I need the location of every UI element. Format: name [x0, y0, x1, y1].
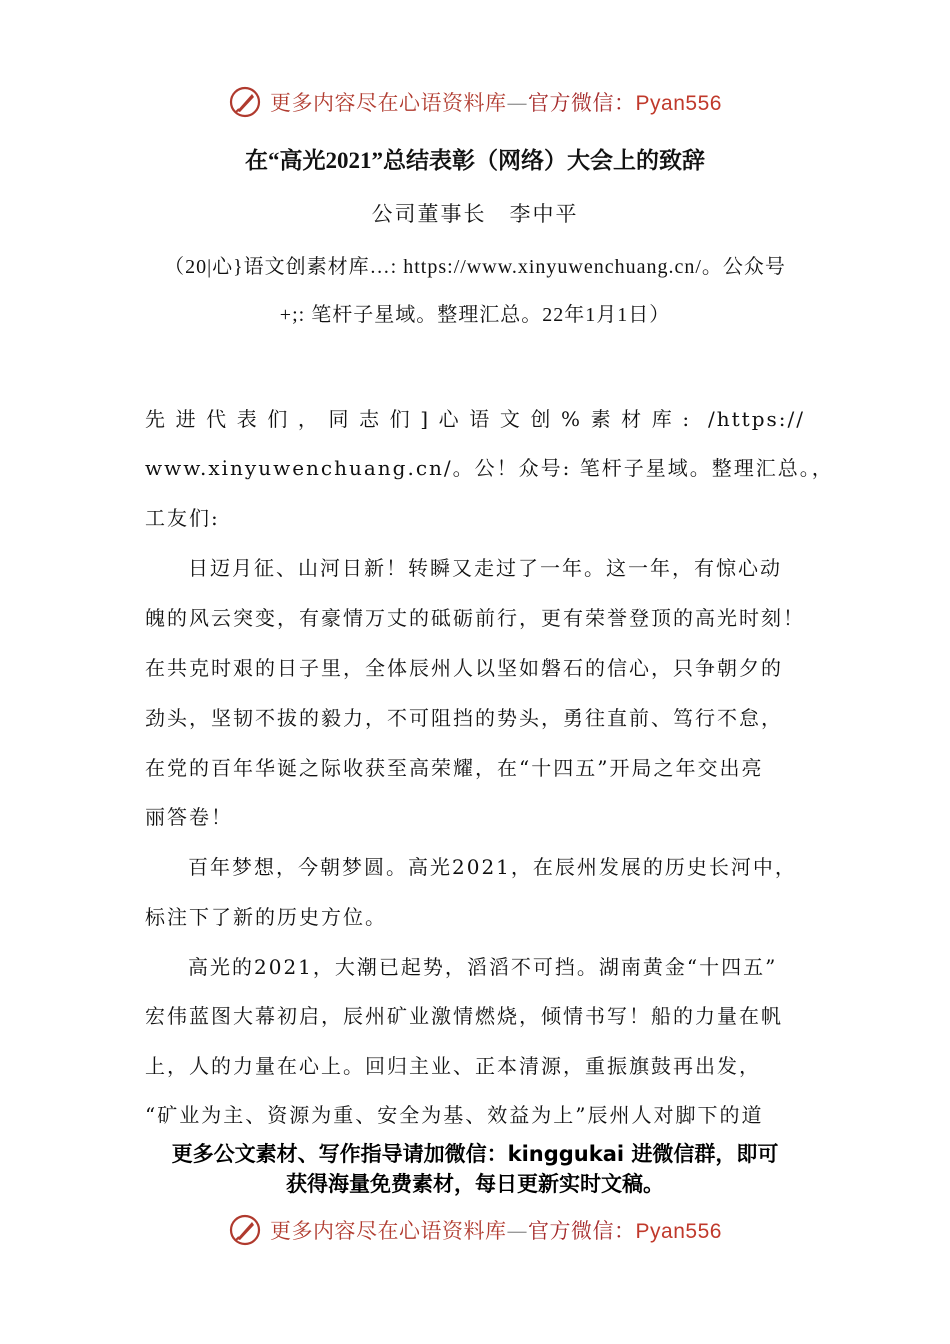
- watermark-text: 更多内容尽在心语资料库—官方微信：Pyan556: [270, 91, 722, 115]
- body-line: 劲头，坚韧不拔的毅力，不可阻挡的势头，勇往直前、笃行不怠，: [145, 706, 783, 730]
- body-line: 在共克时艰的日子里，全体辰州人以坚如磐石的信心，只争朝夕的: [145, 656, 783, 680]
- footer-ad-line: 获得海量免费素材，每日更新实时文稿。: [286, 1172, 664, 1196]
- body-line: 百年梦想，今朝梦圆。高光2021，在辰州发展的历史长河中，: [188, 855, 797, 879]
- watermark-text: 更多内容尽在心语资料库—官方微信：Pyan556: [270, 1219, 722, 1243]
- source-note-line: （20|心}语文创素材库…: https://www.xinyuwenchuang.cn/。公众号: [164, 256, 786, 278]
- body-line: www.xinyuwenchuang.cn/。公！众号: 笔杆子星域。整理汇总。，: [145, 456, 834, 480]
- quill-logo-icon: [228, 85, 262, 119]
- body-line: 上，人的力量在心上。回归主业、正本清源，重振旗鼓再出发，: [145, 1054, 761, 1078]
- body-line: 高光的2021，大潮已起势，滔滔不可挡。湖南黄金“十四五”: [188, 955, 778, 979]
- page-title: 在“高光2021”总结表彰（网络）大会上的致辞: [245, 148, 705, 173]
- quill-logo-icon: [228, 1213, 262, 1247]
- body-line: 在党的百年华诞之际收获至高荣耀，在“十四五”开局之年交出亮: [145, 756, 764, 780]
- body-line: 工友们:: [145, 506, 220, 530]
- body-line: “矿业为主、资源为重、安全为基、效益为上”辰州人对脚下的道: [145, 1103, 764, 1127]
- body-line: 宏伟蓝图大幕初启，辰州矿业激情燃烧，倾情书写！船的力量在帆: [145, 1004, 783, 1028]
- body-line: 先进代表们，同志们]心语文创%素材库: /https://: [145, 407, 805, 431]
- body-line: 魄的风云突变，有豪情万丈的砥砺前行，更有荣誉登顶的高光时刻！: [145, 606, 805, 630]
- body-line: 丽答卷！: [145, 805, 233, 829]
- watermark-header: [0, 82, 950, 122]
- watermark-footer: [0, 1210, 950, 1250]
- source-note-line: +;: 笔杆子星域。整理汇总。22年1月1日）: [279, 304, 671, 326]
- body-line: 日迈月征、山河日新！转瞬又走过了一年。这一年，有惊心动: [188, 556, 782, 580]
- body-line: 标注下了新的历史方位。: [145, 905, 387, 929]
- author-line: 公司董事长 李中平: [371, 202, 579, 226]
- footer-ad-line: 更多公文素材、写作指导请加微信：kinggukai 进微信群，即可: [171, 1142, 779, 1166]
